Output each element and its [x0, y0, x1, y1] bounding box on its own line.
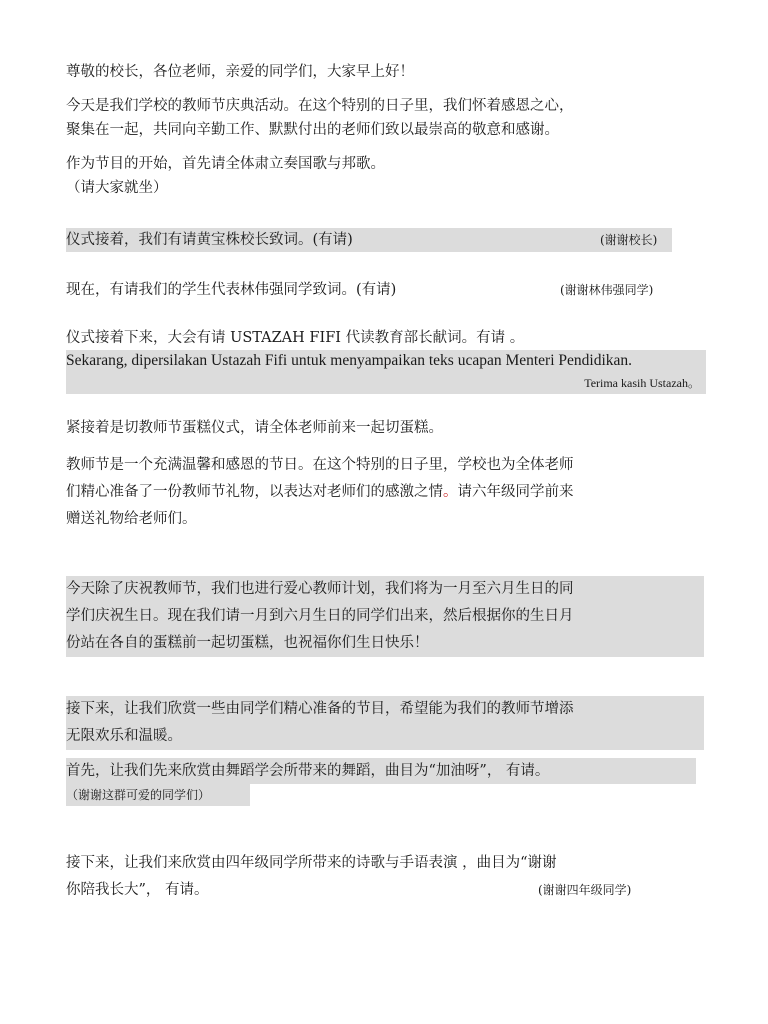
intro-line-1: 今天是我们学校的教师节庆典活动。在这个特别的日子里，我们怀着感恩之心， [66, 98, 574, 114]
performances-line-1: 接下来，让我们欣赏一些由同学们精心准备的节目，希望能为我们的教师节增添 [66, 701, 574, 717]
gifts-line-2-end: 请六年级同学前来 [457, 484, 574, 500]
performances-paragraph [66, 696, 704, 750]
cake-text: 紧接着是切教师节蛋糕仪式，请全体老师前来一起切蛋糕。 [66, 420, 443, 436]
birthday-line-2: 学们庆祝生日。现在我们请一月到六月生日的同学们出来，然后根据你的生日月 [66, 608, 574, 624]
dance-text: 首先，让我们先来欣赏由舞蹈学会所带来的舞蹈，曲目为“加油呀”， 有请。 [66, 758, 696, 784]
student-rep-line [66, 278, 702, 302]
ustazah-thanks-row [66, 372, 706, 394]
gifts-line-1: 教师节是一个充满温馨和感恩的节日。在这个特别的日子里，学校也为全体老师 [66, 457, 574, 473]
poem-line-2-text: 你陪我长大”， 有请。 [66, 882, 209, 898]
birthday-line-3: 份站在各自的蛋糕前一起切蛋糕，也祝福你们生日快乐！ [66, 635, 429, 651]
gifts-line-2-start: 们精心准备了一份教师节礼物，以表达对老师们的感激之情 [66, 484, 443, 500]
greeting-text: 尊敬的校长，各位老师，亲爱的同学们，大家早上好！ [66, 64, 414, 80]
ustazah-chinese-line: 仪式接着下来，大会有请 USTAZAH FIFI 代读教育部长献词。有请 。 [66, 330, 525, 346]
poem-line-1: 接下来，让我们来欣赏由四年级同学所带来的诗歌与手语表演 ，曲目为“谢谢 [66, 855, 557, 871]
principal-thanks-note: (谢谢校长) [600, 233, 658, 247]
intro-paragraph [66, 94, 702, 142]
poem-paragraph [66, 850, 706, 904]
poem-thanks-note: (谢谢四年级同学) [538, 883, 632, 897]
student-rep-text: 现在，有请我们的学生代表林伟强同学致词。(有请) [66, 282, 397, 298]
principal-speech-line [66, 228, 672, 252]
student-rep-thanks-note: (谢谢林伟强同学) [560, 283, 654, 297]
gifts-red-period: 。 [443, 484, 458, 500]
gifts-line-2 [66, 479, 702, 506]
anthem-paragraph [66, 152, 702, 200]
birthday-paragraph [66, 576, 704, 657]
performances-line-2: 无限欢乐和温暖。 [66, 728, 182, 744]
gifts-paragraph [66, 452, 702, 533]
ustazah-paragraph [66, 326, 706, 394]
dance-paragraph [66, 758, 702, 806]
ustazah-thanks-note: Terima kasih Ustazah。 [584, 376, 700, 390]
anthem-note: （请大家就坐） [66, 180, 168, 196]
anthem-text: 作为节目的开始，首先请全体肃立奏国歌与邦歌。 [66, 156, 385, 172]
cake-paragraph [66, 416, 702, 440]
poem-line-2 [66, 877, 706, 904]
intro-line-2: 聚集在一起，共同向辛勤工作、默默付出的老师们致以最崇高的敬意和感谢。 [66, 122, 559, 138]
greeting-paragraph [66, 60, 702, 84]
principal-speech-text: 仪式接着，我们有请黄宝株校长致词。(有请) [66, 232, 353, 248]
birthday-line-1: 今天除了庆祝教师节，我们也进行爱心教师计划，我们将为一月至六月生日的同 [66, 581, 574, 597]
ustazah-malay-line: Sekarang, dipersilakan Ustazah Fifi untuk menyampaikan teks ucapan Menteri Pendidikan. [66, 350, 706, 372]
gifts-line-3: 赠送礼物给老师们。 [66, 511, 197, 527]
dance-thanks-note: （谢谢这群可爱的同学们） [66, 784, 250, 806]
